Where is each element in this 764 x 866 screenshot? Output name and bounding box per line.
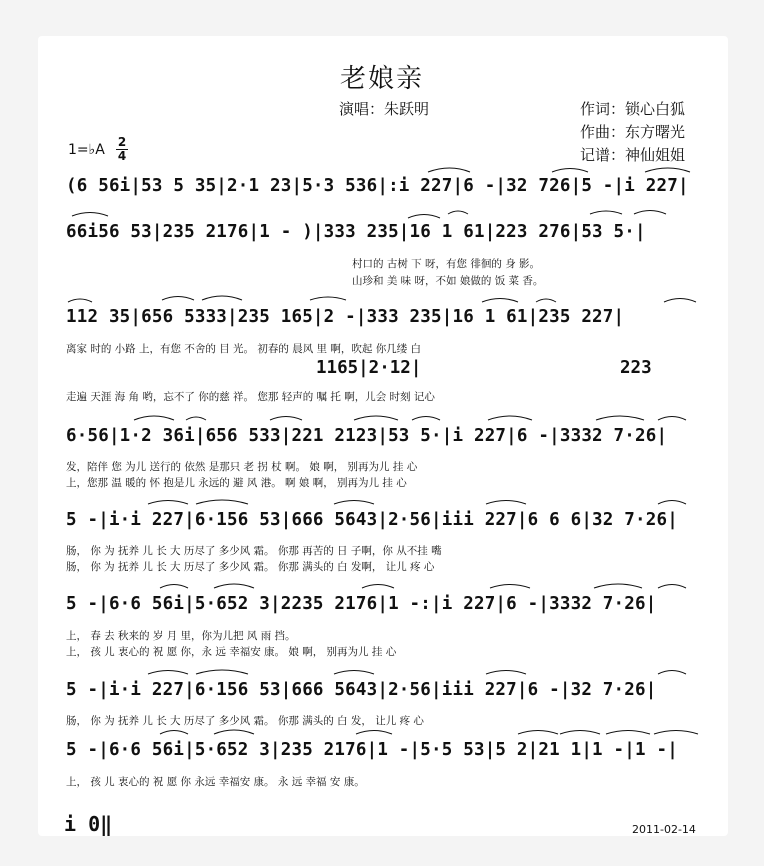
- lyric-line: 离家 时的 小路 上，有您 不舍的 目 光。 初春的 晨风 里 啊，吹起 你几缕 白: [66, 343, 422, 355]
- lyric-line: 发，陪伴 您 为儿 送行的 依然 是那只 老 拐 杖 啊。 娘 啊， 别再为儿 挂 心: [66, 461, 418, 473]
- lyric-line: 山珍和 美 味 呀，不如 娘做的 饭 菜 香。: [352, 275, 544, 287]
- time-signature: [116, 136, 128, 163]
- key-signature: 1=♭A: [68, 142, 105, 158]
- score-row: 5 -|6·6 56i|5·652 3|2235 2176|1 -:|i 227|6 -|3332 7·26|: [66, 594, 657, 614]
- lyric-line: 走遍 天涯 海 角 哟，忘不了 你的慈 祥。 您那 轻声的 嘱 托 啊，儿会 时刻 记心: [66, 391, 435, 403]
- lyric-line: 肠， 你 为 抚养 儿 长 大 历尽了 多少风 霜。 你那 再苦的 日 子啊，你 从不挂 嘴: [66, 545, 442, 557]
- time-signature-top: 2: [117, 135, 127, 149]
- score-row: 6·56|1·2 36i|656 533|221 2123|53 5·|i 227|6 -|3332 7·26|: [66, 426, 668, 446]
- score-row: (6 56i|53 5 35|2·1 23|5·3 536|:i 227|6 -|32 726|5 -|i 227|: [66, 176, 689, 196]
- lyric-line: 肠， 你 为 抚养 儿 长 大 历尽了 多少风 霜。 你那 满头的 白 发啊， 让儿 疼 心: [66, 561, 435, 573]
- end-marker: i 0‖: [64, 812, 113, 836]
- lyric-line: 上，您那 温 暖的 怀 抱是儿 永远的 避 风 港。 啊 娘 啊， 别再为儿 挂 心: [66, 477, 407, 489]
- song-title: 老娘亲: [339, 64, 424, 94]
- score-row: 5 -|6·6 56i|5·652 3|235 2176|1 -|5·5 53|5 2|21 1|1 -|1 -|: [66, 740, 678, 760]
- time-signature-bottom: 4: [117, 149, 127, 163]
- singer-credit: 演唱：朱跃明: [339, 100, 430, 118]
- composer-credit: 作曲：东方曙光: [580, 123, 686, 141]
- score-row: 66i56 53|235 2176|1 - )|333 235|16 1 61|223 276|53 5·|: [66, 222, 646, 242]
- lyric-line: 上， 孩 儿 衷心的 祝 愿 你，永 远 幸福安 康。 娘 啊， 别再为儿 挂 心: [66, 646, 397, 658]
- ossia-notes: 1165|2·12|: [316, 358, 422, 378]
- lyric-line: 上， 孩 儿 衷心的 祝 愿 你 永远 幸福安 康。 永 远 幸福 安 康。: [66, 776, 365, 788]
- lyric-line: 村口的 古树 下 呀，有您 徘徊的 身 影。: [352, 258, 541, 270]
- ossia-notes: 223: [620, 358, 652, 378]
- score-row: 5 -|i·i 227|6·156 53|666 5643|2·56|iii 227|6 -|32 7·26|: [66, 680, 657, 700]
- transcriber-credit: 记谱：神仙姐姐: [580, 146, 686, 164]
- lyric-line: 上， 春 去 秋来的 岁 月 里，你为儿把 风 雨 挡。: [66, 630, 296, 642]
- lyric-line: 肠， 你 为 抚养 儿 长 大 历尽了 多少风 霜。 你那 满头的 白 发， 让儿 疼 心: [66, 715, 424, 727]
- date-stamp: 2011-02-14: [632, 823, 696, 836]
- lyricist-credit: 作词：锁心白狐: [580, 100, 686, 118]
- score-row: 5 -|i·i 227|6·156 53|666 5643|2·56|iii 227|6 6 6|32 7·26|: [66, 510, 678, 530]
- score-row: 112 35|656 5333|235 165|2 -|333 235|16 1 61|235 227|: [66, 307, 625, 327]
